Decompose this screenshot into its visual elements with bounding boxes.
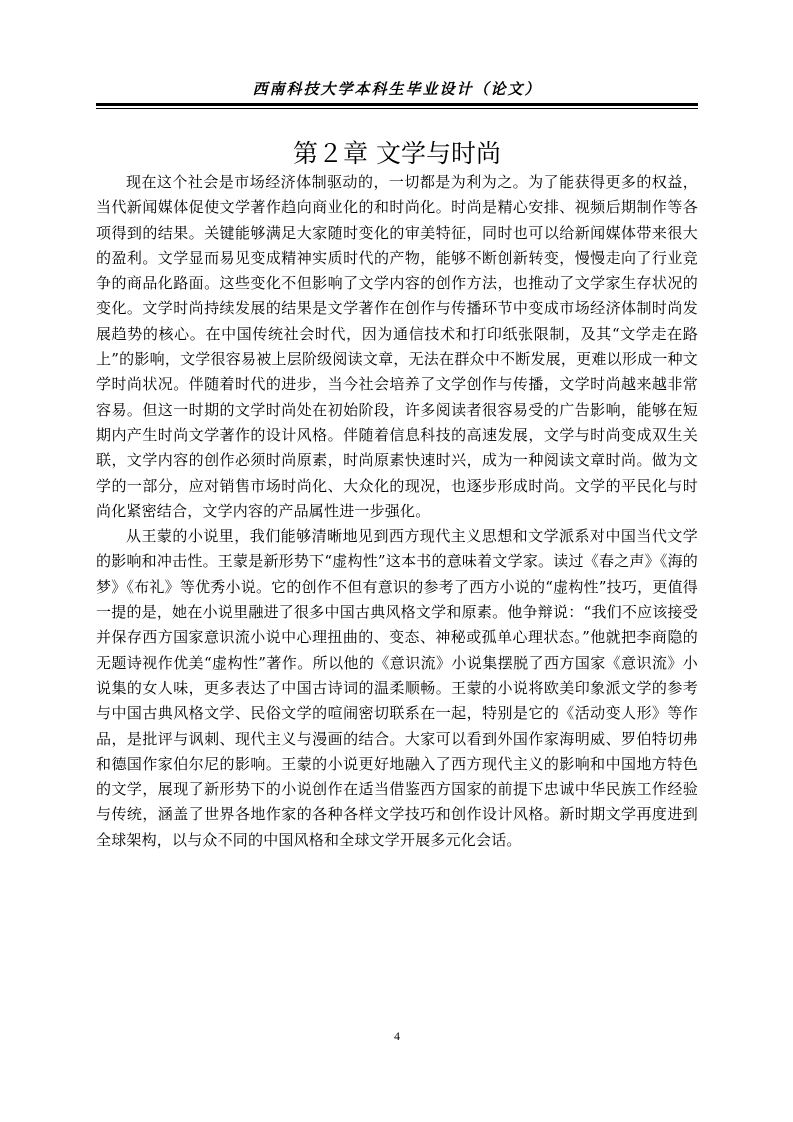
paragraph-1: 现在这个社会是市场经济体制驱动的，一切都是为利为之。为了能获得更多的权益，当代新闻媒体促使文学著作趋向商业化的和时尚化。时尚是精心安排、视频后期制作等各项得到的结果。关键能够满足大家随时变化的审美特征，同时也可以给新闻媒体带来很大的盈利。文学显而易见变成精神实质时代的产物，能够不断创新转变，慢慢走向了行业竞争的商品化路面。这些变化不但影响了文学内容的创作方法，也推动了文学家生存状况的变化。文学时尚持续发展的结果是文学著作在创作与传播环节中变成市场经济体制时尚发展趋势的核心。在中国传统社会时代，因为通信技术和打印纸张限制，及其“文学走在路上”的影响，文学很容易被上层阶级阅读文章，无法在群众中不断发展，更难以形成一种文学时尚状况。伴随着时代的进步，当今社会培养了文学创作与传播，文学时尚越来越非常容易。但这一时期的文学时尚处在初始阶段，许多阅读者很容易受的广告影响，能够在短期内产生时尚文学著作的设计风格。伴随着信息科技的高速发展，文学与时尚变成双生关联，文学内容的创作必须时尚原素，时尚原素快速时兴，成为一种阅读文章时尚。做为文学的一部分，应对销售市场时尚化、大众化的现况，也逐步形成时尚。文学的平民化与时尚化紧密结合，文学内容的产品属性进一步强化。 [96,173,698,520]
paragraph-2: 从王蒙的小说里，我们能够清晰地见到西方现代主义思想和文学派系对中国当代文学的影响和冲击性。王蒙是新形势下“虚构性”这本书的意味着文学家。读过《春之声》《海的梦》《布礼》等优秀小说。它的创作不但有意识的参考了西方小说的“虚构性”技巧，更值得一提的是，她在小说里融进了很多中国古典风格文学和原素。他争辩说：“我们不应该接受并保存西方国家意识流小说中心理扭曲的、变态、神秘或孤单心理状态。”他就把李商隐的无题诗视作优美“虚构性”著作。所以他的《意识流》小说集摆脱了西方国家《意识流》小说集的女人味，更多表达了中国古诗词的温柔顺畅。王蒙的小说将欧美印象派文学的参考与中国古典风格文学、民俗文学的喧闹密切联系在一起，特别是它的《活动变人形》等作品，是批评与讽刺、现代主义与漫画的结合。大家可以看到外国作家海明威、罗伯特切弗和德国作家伯尔尼的影响。王蒙的小说更好地融入了西方现代主义的影响和中国地方特色的文学，展现了新形势下的小说创作在适当借鉴西方国家的前提下忠诚中华民族工作经验与传统，涵盖了世界各地作家的各种各样文学技巧和创作设计风格。新时期文学再度进到全球架构，以与众不同的中国风格和全球文学开展多元化会话。 [96,527,698,849]
page-number: 4 [394,1029,400,1043]
header-rule-thick [96,103,698,106]
body-text [96,170,698,853]
chapter-title: 第２章 文学与时尚 [293,138,501,168]
header-rule-thin [96,108,698,109]
running-header: 西南科技大学本科生毕业设计（论文） [252,80,542,98]
